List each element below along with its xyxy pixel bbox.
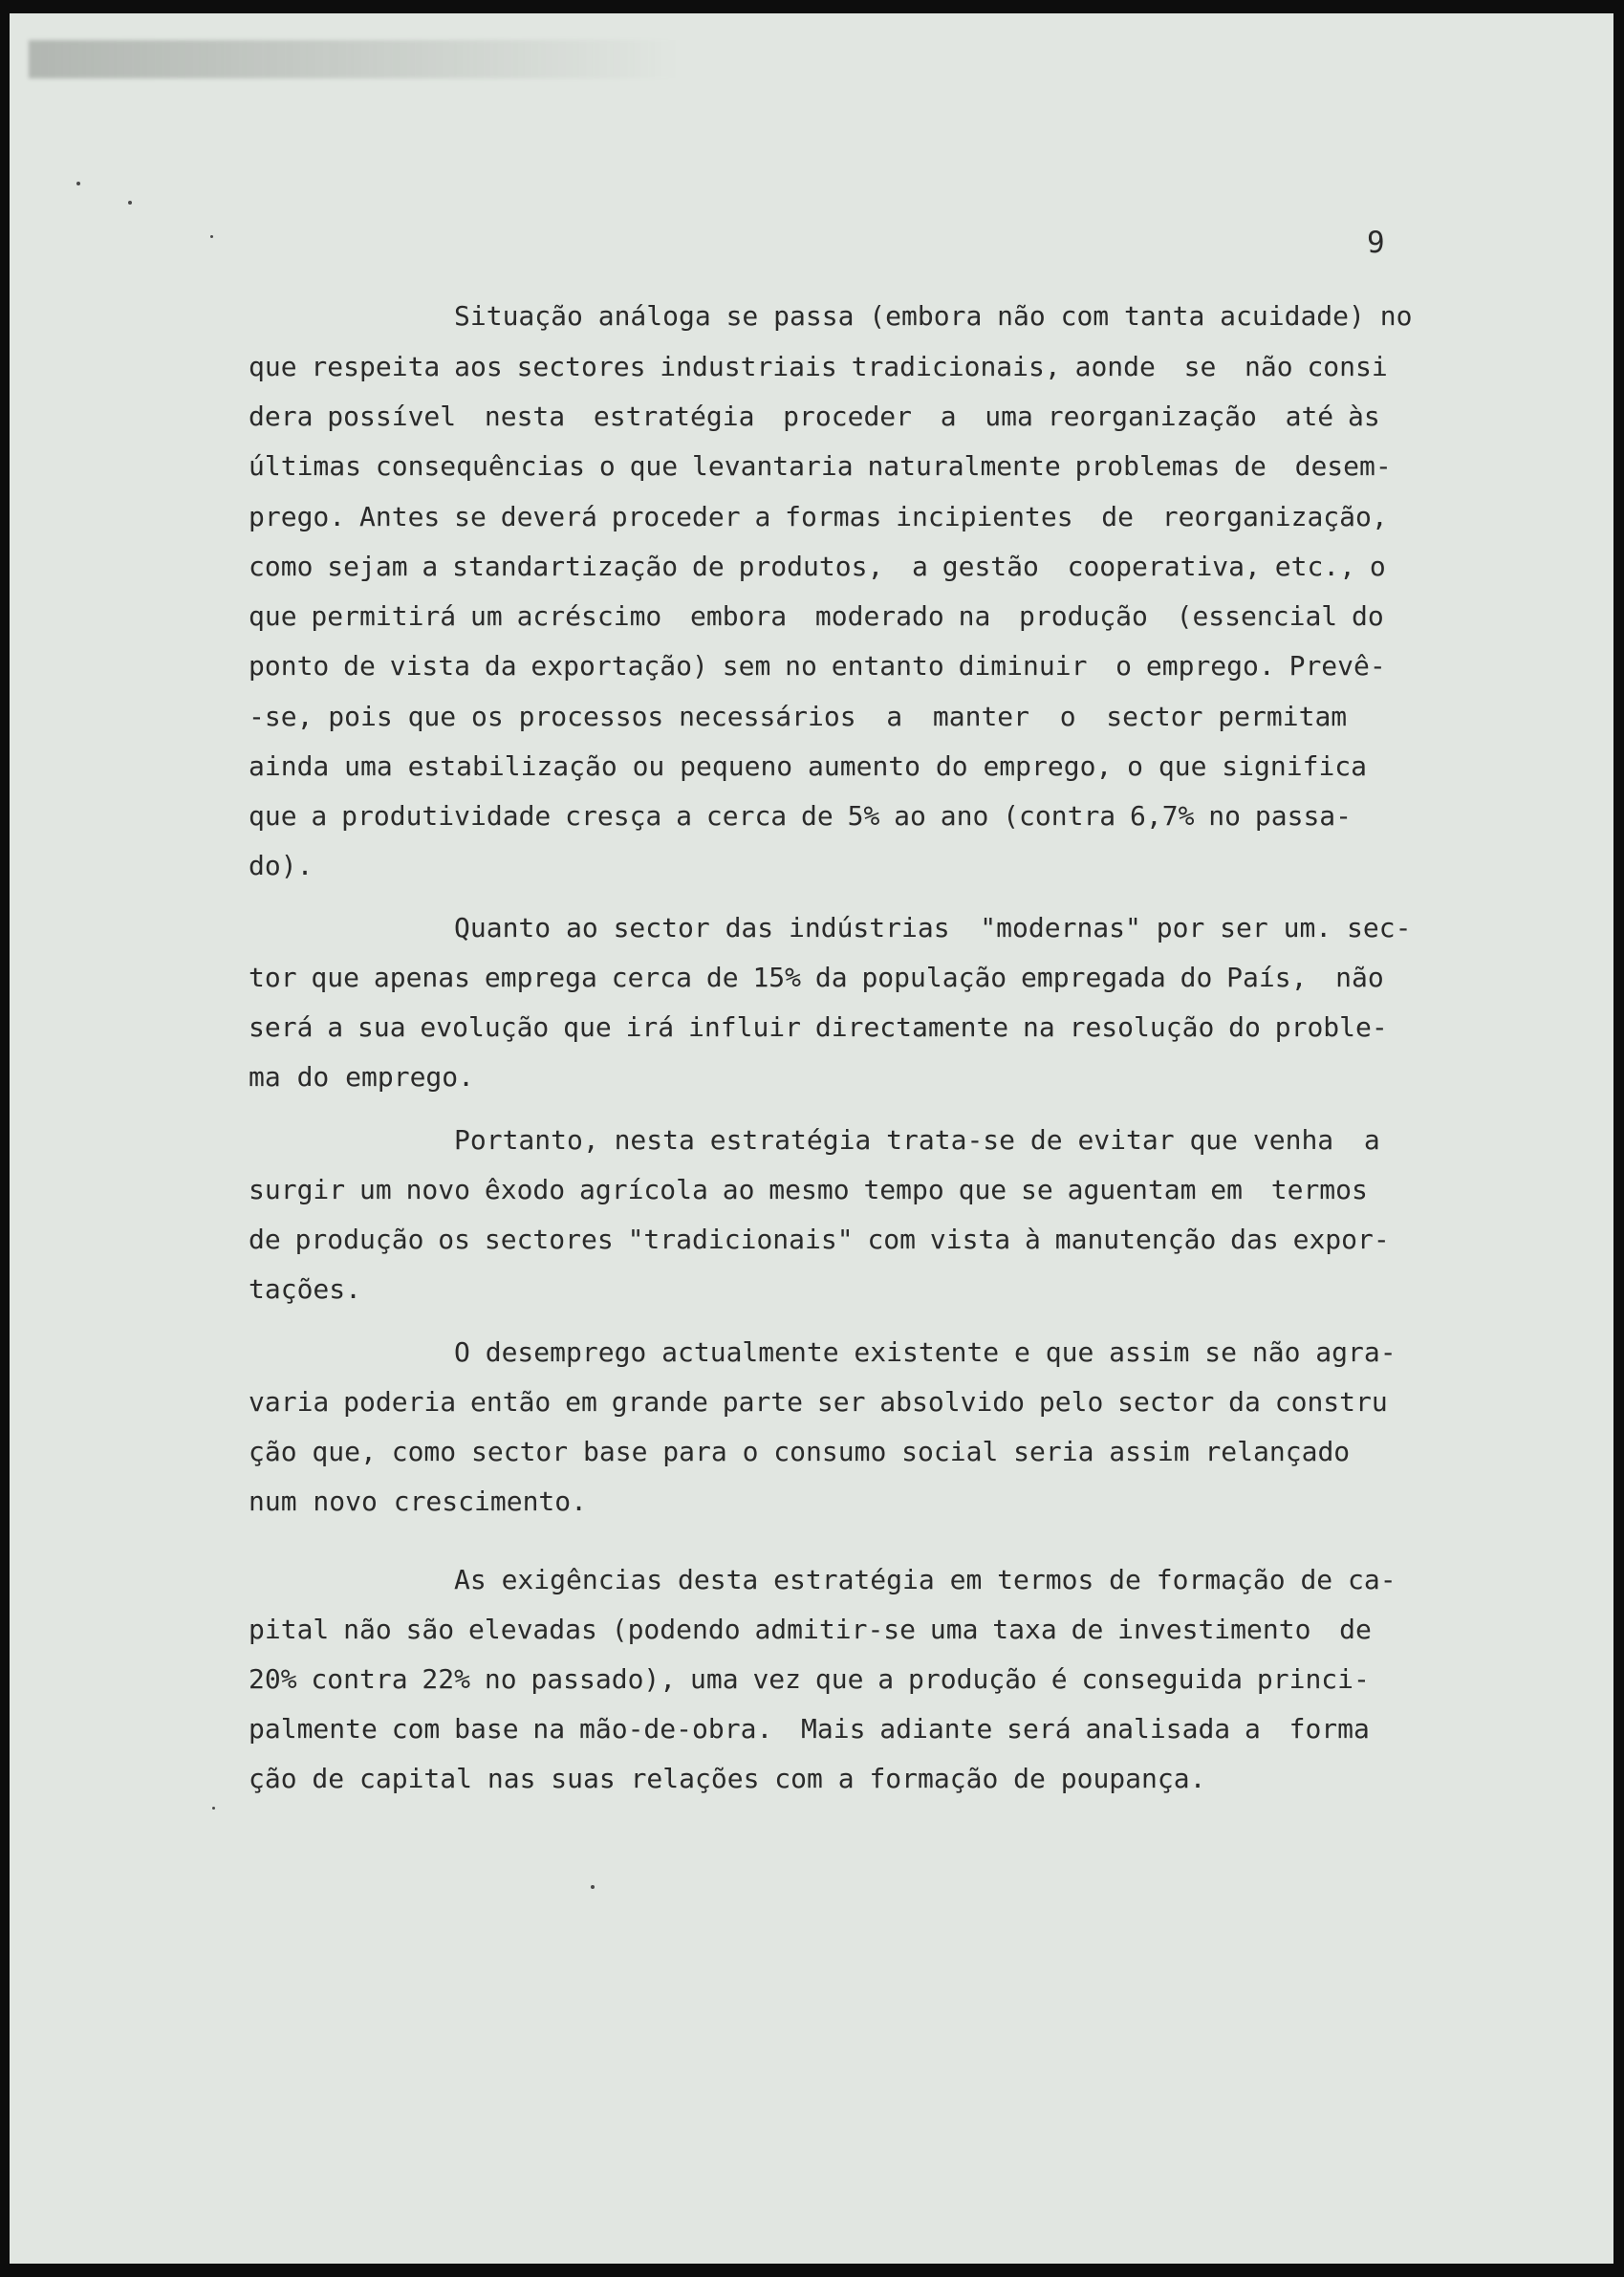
text-line: do). xyxy=(249,850,314,881)
text-line: Situação análoga se passa (embora não com tanta acuidade) no xyxy=(454,300,1413,332)
text-line: como sejam a standartização de produtos, a gestão cooperativa, etc., o xyxy=(249,551,1386,582)
document-page xyxy=(10,13,1613,2264)
text-line: ção que, como sector base para o consumo social seria assim relançado xyxy=(249,1436,1351,1467)
text-line: varia poderia então em grande parte ser absolvido pelo sector da constru xyxy=(249,1386,1388,1418)
text-line: surgir um novo êxodo agrícola ao mesmo tempo que se aguentam em termos xyxy=(249,1174,1368,1205)
document-body xyxy=(10,13,1613,2264)
text-line: de produção os sectores "tradicionais" com vista à manutenção das expor- xyxy=(249,1224,1390,1255)
text-line: últimas consequências o que levantaria naturalmente problemas de desem- xyxy=(249,450,1392,482)
text-line: pital não são elevadas (podendo admitir-se uma taxa de investimento de xyxy=(249,1614,1372,1645)
text-line: Portanto, nesta estratégia trata-se de evitar que venha a xyxy=(454,1124,1380,1156)
text-line: que permitirá um acréscimo embora moderado na produção (essencial do xyxy=(249,600,1384,632)
text-line: As exigências desta estratégia em termos de formação de ca- xyxy=(454,1564,1397,1595)
text-line: que a produtividade cresça a cerca de 5% ao ano (contra 6,7% no passa- xyxy=(249,800,1353,832)
text-line: palmente com base na mão-de-obra. Mais adiante será analisada a forma xyxy=(249,1713,1370,1745)
text-line: tações. xyxy=(249,1273,362,1305)
text-line: num novo crescimento. xyxy=(249,1485,588,1517)
text-line: que respeita aos sectores industriais tradicionais, aonde se não consi xyxy=(249,351,1388,382)
page-number: 9 xyxy=(1367,226,1385,260)
text-line: dera possível nesta estratégia proceder a uma reorganização até às xyxy=(249,401,1380,432)
text-line: tor que apenas emprega cerca de 15% da população empregada do País, não xyxy=(249,962,1384,993)
text-line: 20% contra 22% no passado), uma vez que a produção é conseguida princi- xyxy=(249,1663,1370,1695)
text-line: ainda uma estabilização ou pequeno aumento do emprego, o que significa xyxy=(249,750,1368,782)
text-line: -se, pois que os processos necessários a manter o sector permitam xyxy=(249,701,1348,732)
text-line: Quanto ao sector das indústrias "modernas" por ser um. sec- xyxy=(454,912,1412,943)
text-line: prego. Antes se deverá proceder a formas incipientes de reorganização, xyxy=(249,501,1388,532)
text-line: O desemprego actualmente existente e que assim se não agra- xyxy=(454,1336,1397,1368)
text-line: ma do emprego. xyxy=(249,1061,475,1093)
text-line: ponto de vista da exportação) sem no entanto diminuir o emprego. Prevê- xyxy=(249,650,1386,682)
text-line: ção de capital nas suas relações com a formação de poupança. xyxy=(249,1763,1206,1794)
text-line: será a sua evolução que irá influir directamente na resolução do proble- xyxy=(249,1011,1388,1043)
